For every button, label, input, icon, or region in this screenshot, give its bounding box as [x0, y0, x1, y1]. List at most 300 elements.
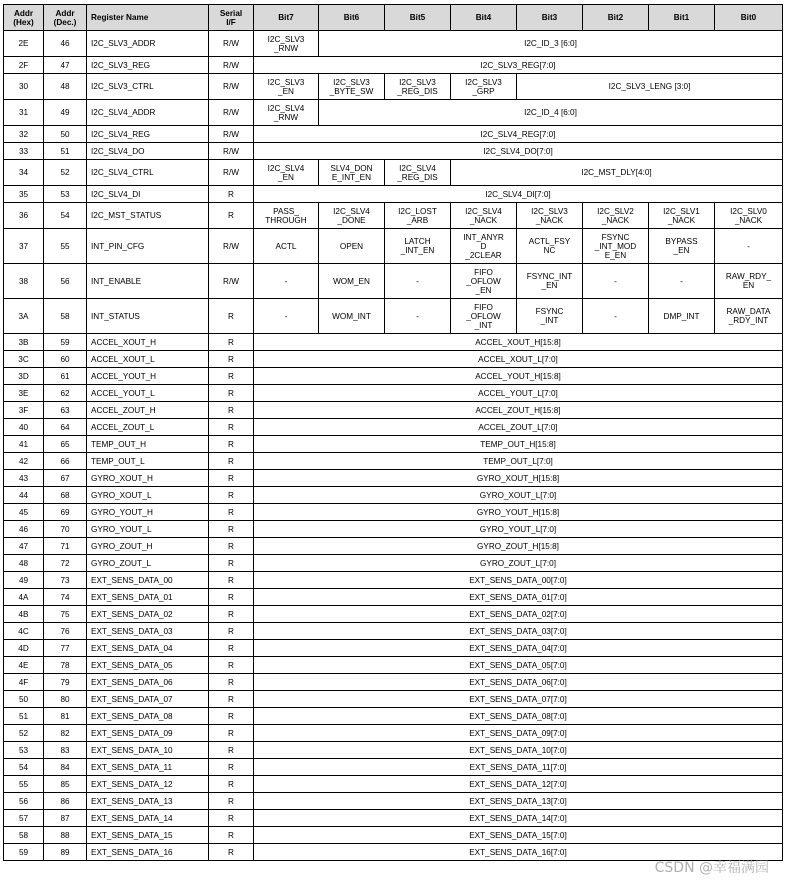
bit-field-cell: GYRO_YOUT_L[7:0]: [254, 521, 783, 538]
bit-field-cell: I2C_MST_DLY[4:0]: [451, 160, 783, 186]
serial-if-cell: R: [209, 521, 254, 538]
bit-field-cell: GYRO_XOUT_H[15:8]: [254, 470, 783, 487]
table-row: [4, 504, 783, 521]
serial-if-cell: R/W: [209, 74, 254, 100]
serial-if-cell: R: [209, 844, 254, 861]
table-row: [4, 264, 783, 299]
addr-dec-cell: 59: [44, 334, 87, 351]
bit-field-cell: -: [649, 264, 715, 299]
addr-dec-cell: 77: [44, 640, 87, 657]
bit-field-cell: EXT_SENS_DATA_15[7:0]: [254, 827, 783, 844]
addr-dec-cell: 85: [44, 776, 87, 793]
bit-field-cell: PASS_ THROUGH: [254, 203, 319, 229]
register-name-cell: I2C_SLV3_ADDR: [87, 31, 209, 57]
register-name-cell: I2C_SLV3_CTRL: [87, 74, 209, 100]
serial-if-cell: R/W: [209, 143, 254, 160]
addr-hex-cell: 33: [4, 143, 44, 160]
bit-field-cell: -: [254, 299, 319, 334]
addr-hex-cell: 47: [4, 538, 44, 555]
addr-dec-cell: 54: [44, 203, 87, 229]
addr-dec-cell: 46: [44, 31, 87, 57]
register-name-cell: EXT_SENS_DATA_07: [87, 691, 209, 708]
bit-field-cell: EXT_SENS_DATA_07[7:0]: [254, 691, 783, 708]
addr-hex-cell: 3E: [4, 385, 44, 402]
addr-dec-cell: 62: [44, 385, 87, 402]
serial-if-cell: R: [209, 572, 254, 589]
table-row: [4, 708, 783, 725]
bit-field-cell: I2C_SLV3_LENG [3:0]: [517, 74, 783, 100]
bit-field-cell: EXT_SENS_DATA_08[7:0]: [254, 708, 783, 725]
serial-if-cell: R/W: [209, 126, 254, 143]
serial-if-cell: R: [209, 708, 254, 725]
bit-field-cell: ACCEL_XOUT_L[7:0]: [254, 351, 783, 368]
bit-field-cell: FIFO _OFLOW _EN: [451, 264, 517, 299]
serial-if-cell: R: [209, 776, 254, 793]
bit-field-cell: EXT_SENS_DATA_16[7:0]: [254, 844, 783, 861]
bit-field-cell: I2C_SLV4 _REG_DIS: [385, 160, 451, 186]
addr-hex-cell: 51: [4, 708, 44, 725]
bit-field-cell: GYRO_ZOUT_H[15:8]: [254, 538, 783, 555]
register-name-cell: GYRO_YOUT_H: [87, 504, 209, 521]
bit-field-cell: I2C_SLV3 _RNW: [254, 31, 319, 57]
serial-if-cell: R: [209, 538, 254, 555]
table-row: [4, 299, 783, 334]
addr-hex-cell: 52: [4, 725, 44, 742]
addr-dec-cell: 81: [44, 708, 87, 725]
bit-field-cell: ACTL: [254, 229, 319, 264]
serial-if-cell: R: [209, 827, 254, 844]
register-name-cell: EXT_SENS_DATA_08: [87, 708, 209, 725]
register-name-cell: I2C_SLV3_REG: [87, 57, 209, 74]
register-name-cell: ACCEL_YOUT_L: [87, 385, 209, 402]
addr-dec-cell: 73: [44, 572, 87, 589]
addr-hex-cell: 35: [4, 186, 44, 203]
bit-field-cell: ACCEL_ZOUT_L[7:0]: [254, 419, 783, 436]
table-row: [4, 57, 783, 74]
addr-hex-cell: 49: [4, 572, 44, 589]
bit-field-cell: I2C_SLV4_DI[7:0]: [254, 186, 783, 203]
bit-field-cell: EXT_SENS_DATA_10[7:0]: [254, 742, 783, 759]
serial-if-cell: R: [209, 436, 254, 453]
addr-hex-cell: 2E: [4, 31, 44, 57]
register-name-cell: EXT_SENS_DATA_09: [87, 725, 209, 742]
bit-field-cell: -: [385, 264, 451, 299]
addr-dec-cell: 51: [44, 143, 87, 160]
serial-if-cell: R: [209, 453, 254, 470]
addr-dec-cell: 82: [44, 725, 87, 742]
register-name-cell: I2C_SLV4_DO: [87, 143, 209, 160]
bit-field-cell: EXT_SENS_DATA_09[7:0]: [254, 725, 783, 742]
register-name-cell: INT_PIN_CFG: [87, 229, 209, 264]
addr-dec-cell: 78: [44, 657, 87, 674]
col-bit2: Bit2: [583, 5, 649, 31]
col-bit1: Bit1: [649, 5, 715, 31]
register-name-cell: EXT_SENS_DATA_02: [87, 606, 209, 623]
table-row: [4, 402, 783, 419]
serial-if-cell: R: [209, 793, 254, 810]
bit-field-cell: I2C_SLV3 _GRP: [451, 74, 517, 100]
bit-field-cell: I2C_SLV4_DO[7:0]: [254, 143, 783, 160]
table-row: [4, 419, 783, 436]
addr-hex-cell: 55: [4, 776, 44, 793]
register-name-cell: ACCEL_YOUT_H: [87, 368, 209, 385]
bit-field-cell: I2C_SLV1 _NACK: [649, 203, 715, 229]
bit-field-cell: DMP_INT: [649, 299, 715, 334]
serial-if-cell: R: [209, 186, 254, 203]
serial-if-cell: R: [209, 299, 254, 334]
register-name-cell: GYRO_ZOUT_H: [87, 538, 209, 555]
register-name-cell: I2C_SLV4_REG: [87, 126, 209, 143]
table-row: [4, 538, 783, 555]
bit-field-cell: I2C_SLV4 _EN: [254, 160, 319, 186]
addr-dec-cell: 55: [44, 229, 87, 264]
addr-dec-cell: 71: [44, 538, 87, 555]
table-row: [4, 657, 783, 674]
bit-field-cell: FSYNC _INT_MOD E_EN: [583, 229, 649, 264]
serial-if-cell: R/W: [209, 100, 254, 126]
addr-hex-cell: 44: [4, 487, 44, 504]
addr-dec-cell: 79: [44, 674, 87, 691]
register-name-cell: I2C_MST_STATUS: [87, 203, 209, 229]
table-row: [4, 100, 783, 126]
bit-field-cell: ACCEL_YOUT_L[7:0]: [254, 385, 783, 402]
addr-hex-cell: 3B: [4, 334, 44, 351]
bit-field-cell: I2C_ID_3 [6:0]: [319, 31, 783, 57]
serial-if-cell: R/W: [209, 57, 254, 74]
addr-hex-cell: 38: [4, 264, 44, 299]
addr-hex-cell: 57: [4, 810, 44, 827]
addr-dec-cell: 63: [44, 402, 87, 419]
bit-field-cell: I2C_SLV3 _BYTE_SW: [319, 74, 385, 100]
bit-field-cell: I2C_LOST _ARB: [385, 203, 451, 229]
serial-if-cell: R/W: [209, 229, 254, 264]
serial-if-cell: R/W: [209, 31, 254, 57]
addr-hex-cell: 58: [4, 827, 44, 844]
addr-dec-cell: 49: [44, 100, 87, 126]
bit-field-cell: EXT_SENS_DATA_06[7:0]: [254, 674, 783, 691]
bit-field-cell: EXT_SENS_DATA_02[7:0]: [254, 606, 783, 623]
bit-field-cell: SLV4_DON E_INT_EN: [319, 160, 385, 186]
table-row: [4, 589, 783, 606]
bit-field-cell: ACTL_FSY NC: [517, 229, 583, 264]
bit-field-cell: I2C_SLV3 _NACK: [517, 203, 583, 229]
addr-hex-cell: 4F: [4, 674, 44, 691]
serial-if-cell: R/W: [209, 264, 254, 299]
col-bit5: Bit5: [385, 5, 451, 31]
addr-dec-cell: 88: [44, 827, 87, 844]
addr-hex-cell: 2F: [4, 57, 44, 74]
bit-field-cell: FSYNC _INT: [517, 299, 583, 334]
register-name-cell: INT_ENABLE: [87, 264, 209, 299]
register-name-cell: EXT_SENS_DATA_15: [87, 827, 209, 844]
addr-hex-cell: 43: [4, 470, 44, 487]
bit-field-cell: EXT_SENS_DATA_14[7:0]: [254, 810, 783, 827]
bit-field-cell: I2C_SLV3 _EN: [254, 74, 319, 100]
col-bit6: Bit6: [319, 5, 385, 31]
table-row: [4, 385, 783, 402]
addr-hex-cell: 37: [4, 229, 44, 264]
addr-dec-cell: 84: [44, 759, 87, 776]
serial-if-cell: R: [209, 691, 254, 708]
addr-hex-cell: 32: [4, 126, 44, 143]
addr-dec-cell: 75: [44, 606, 87, 623]
header-row: [4, 5, 783, 31]
addr-hex-cell: 3A: [4, 299, 44, 334]
addr-hex-cell: 59: [4, 844, 44, 861]
col-register-name: Register Name: [87, 5, 209, 31]
bit-field-cell: EXT_SENS_DATA_13[7:0]: [254, 793, 783, 810]
register-name-cell: EXT_SENS_DATA_03: [87, 623, 209, 640]
addr-hex-cell: 4E: [4, 657, 44, 674]
bit-field-cell: EXT_SENS_DATA_12[7:0]: [254, 776, 783, 793]
watermark-text: CSDN @幸福满园: [654, 860, 769, 876]
bit-field-cell: TEMP_OUT_L[7:0]: [254, 453, 783, 470]
addr-hex-cell: 41: [4, 436, 44, 453]
addr-dec-cell: 53: [44, 186, 87, 203]
bit-field-cell: EXT_SENS_DATA_05[7:0]: [254, 657, 783, 674]
serial-if-cell: R: [209, 385, 254, 402]
addr-hex-cell: 30: [4, 74, 44, 100]
table-row: [4, 810, 783, 827]
table-row: [4, 572, 783, 589]
addr-hex-cell: 40: [4, 419, 44, 436]
bit-field-cell: WOM_INT: [319, 299, 385, 334]
bit-field-cell: WOM_EN: [319, 264, 385, 299]
serial-if-cell: R: [209, 555, 254, 572]
addr-dec-cell: 50: [44, 126, 87, 143]
addr-dec-cell: 65: [44, 436, 87, 453]
bit-field-cell: -: [385, 299, 451, 334]
table-row: [4, 31, 783, 57]
bit-field-cell: ACCEL_YOUT_H[15:8]: [254, 368, 783, 385]
addr-hex-cell: 42: [4, 453, 44, 470]
table-row: [4, 487, 783, 504]
addr-dec-cell: 87: [44, 810, 87, 827]
col-bit7: Bit7: [254, 5, 319, 31]
table-row: [4, 640, 783, 657]
addr-dec-cell: 67: [44, 470, 87, 487]
addr-dec-cell: 69: [44, 504, 87, 521]
table-row: [4, 759, 783, 776]
bit-field-cell: LATCH _INT_EN: [385, 229, 451, 264]
register-name-cell: EXT_SENS_DATA_14: [87, 810, 209, 827]
addr-hex-cell: 3F: [4, 402, 44, 419]
bit-field-cell: FIFO _OFLOW _INT: [451, 299, 517, 334]
table-row: [4, 229, 783, 264]
table-row: [4, 334, 783, 351]
table-row: [4, 203, 783, 229]
register-name-cell: EXT_SENS_DATA_00: [87, 572, 209, 589]
addr-hex-cell: 54: [4, 759, 44, 776]
serial-if-cell: R: [209, 203, 254, 229]
table-row: [4, 606, 783, 623]
register-name-cell: EXT_SENS_DATA_01: [87, 589, 209, 606]
table-row: [4, 368, 783, 385]
addr-hex-cell: 46: [4, 521, 44, 538]
bit-field-cell: INT_ANYR D _2CLEAR: [451, 229, 517, 264]
addr-hex-cell: 50: [4, 691, 44, 708]
addr-hex-cell: 56: [4, 793, 44, 810]
addr-dec-cell: 48: [44, 74, 87, 100]
serial-if-cell: R: [209, 487, 254, 504]
register-name-cell: ACCEL_ZOUT_H: [87, 402, 209, 419]
register-name-cell: I2C_SLV4_DI: [87, 186, 209, 203]
register-name-cell: EXT_SENS_DATA_13: [87, 793, 209, 810]
addr-dec-cell: 47: [44, 57, 87, 74]
addr-dec-cell: 66: [44, 453, 87, 470]
bit-field-cell: TEMP_OUT_H[15:8]: [254, 436, 783, 453]
addr-dec-cell: 80: [44, 691, 87, 708]
bit-field-cell: RAW_RDY_ EN: [715, 264, 783, 299]
table-row: [4, 555, 783, 572]
addr-hex-cell: 3D: [4, 368, 44, 385]
register-name-cell: ACCEL_XOUT_L: [87, 351, 209, 368]
register-name-cell: EXT_SENS_DATA_06: [87, 674, 209, 691]
serial-if-cell: R: [209, 419, 254, 436]
table-row: [4, 521, 783, 538]
serial-if-cell: R: [209, 334, 254, 351]
bit-field-cell: -: [254, 264, 319, 299]
register-name-cell: GYRO_YOUT_L: [87, 521, 209, 538]
addr-dec-cell: 61: [44, 368, 87, 385]
serial-if-cell: R: [209, 504, 254, 521]
bit-field-cell: -: [715, 229, 783, 264]
bit-field-cell: ACCEL_XOUT_H[15:8]: [254, 334, 783, 351]
table-row: [4, 691, 783, 708]
addr-dec-cell: 74: [44, 589, 87, 606]
addr-dec-cell: 60: [44, 351, 87, 368]
serial-if-cell: R: [209, 606, 254, 623]
bit-field-cell: BYPASS _EN: [649, 229, 715, 264]
serial-if-cell: R: [209, 759, 254, 776]
addr-dec-cell: 58: [44, 299, 87, 334]
bit-field-cell: RAW_DATA _RDY_INT: [715, 299, 783, 334]
bit-field-cell: I2C_SLV4 _RNW: [254, 100, 319, 126]
table-row: [4, 436, 783, 453]
addr-dec-cell: 70: [44, 521, 87, 538]
addr-hex-cell: 36: [4, 203, 44, 229]
addr-hex-cell: 4C: [4, 623, 44, 640]
serial-if-cell: R: [209, 368, 254, 385]
serial-if-cell: R: [209, 351, 254, 368]
bit-field-cell: EXT_SENS_DATA_04[7:0]: [254, 640, 783, 657]
table-row: [4, 776, 783, 793]
serial-if-cell: R: [209, 742, 254, 759]
addr-hex-cell: 45: [4, 504, 44, 521]
bit-field-cell: I2C_ID_4 [6:0]: [319, 100, 783, 126]
register-name-cell: EXT_SENS_DATA_11: [87, 759, 209, 776]
table-row: [4, 623, 783, 640]
table-row: [4, 74, 783, 100]
bit-field-cell: GYRO_YOUT_H[15:8]: [254, 504, 783, 521]
addr-dec-cell: 83: [44, 742, 87, 759]
serial-if-cell: R: [209, 674, 254, 691]
register-name-cell: EXT_SENS_DATA_16: [87, 844, 209, 861]
register-name-cell: EXT_SENS_DATA_05: [87, 657, 209, 674]
serial-if-cell: R: [209, 657, 254, 674]
bit-field-cell: GYRO_XOUT_L[7:0]: [254, 487, 783, 504]
addr-hex-cell: 48: [4, 555, 44, 572]
register-name-cell: TEMP_OUT_H: [87, 436, 209, 453]
addr-hex-cell: 31: [4, 100, 44, 126]
bit-field-cell: I2C_SLV3_REG[7:0]: [254, 57, 783, 74]
register-name-cell: TEMP_OUT_L: [87, 453, 209, 470]
register-name-cell: ACCEL_XOUT_H: [87, 334, 209, 351]
bit-field-cell: I2C_SLV4_REG[7:0]: [254, 126, 783, 143]
table-row: [4, 126, 783, 143]
register-name-cell: GYRO_ZOUT_L: [87, 555, 209, 572]
bit-field-cell: EXT_SENS_DATA_01[7:0]: [254, 589, 783, 606]
table-row: [4, 186, 783, 203]
bit-field-cell: ACCEL_ZOUT_H[15:8]: [254, 402, 783, 419]
register-name-cell: GYRO_XOUT_L: [87, 487, 209, 504]
bit-field-cell: FSYNC_INT _EN: [517, 264, 583, 299]
register-name-cell: GYRO_XOUT_H: [87, 470, 209, 487]
table-row: [4, 470, 783, 487]
bit-field-cell: I2C_SLV4 _NACK: [451, 203, 517, 229]
bit-field-cell: I2C_SLV3 _REG_DIS: [385, 74, 451, 100]
table-row: [4, 160, 783, 186]
addr-dec-cell: 64: [44, 419, 87, 436]
serial-if-cell: R/W: [209, 160, 254, 186]
col-addr-hex: Addr (Hex): [4, 5, 44, 31]
serial-if-cell: R: [209, 470, 254, 487]
table-row: [4, 674, 783, 691]
bit-field-cell: EXT_SENS_DATA_11[7:0]: [254, 759, 783, 776]
addr-hex-cell: 53: [4, 742, 44, 759]
col-serial-if: Serial I/F: [209, 5, 254, 31]
addr-dec-cell: 86: [44, 793, 87, 810]
addr-dec-cell: 68: [44, 487, 87, 504]
register-name-cell: INT_STATUS: [87, 299, 209, 334]
bit-field-cell: EXT_SENS_DATA_00[7:0]: [254, 572, 783, 589]
addr-hex-cell: 3C: [4, 351, 44, 368]
table-row: [4, 793, 783, 810]
bit-field-cell: I2C_SLV2 _NACK: [583, 203, 649, 229]
register-name-cell: EXT_SENS_DATA_10: [87, 742, 209, 759]
col-addr-dec: Addr (Dec.): [44, 5, 87, 31]
table-row: [4, 725, 783, 742]
serial-if-cell: R: [209, 640, 254, 657]
bit-field-cell: GYRO_ZOUT_L[7:0]: [254, 555, 783, 572]
register-name-cell: EXT_SENS_DATA_04: [87, 640, 209, 657]
table-row: [4, 351, 783, 368]
col-bit0: Bit0: [715, 5, 783, 31]
table-row: [4, 827, 783, 844]
addr-hex-cell: 34: [4, 160, 44, 186]
table-row: [4, 742, 783, 759]
bit-field-cell: I2C_SLV0 _NACK: [715, 203, 783, 229]
addr-hex-cell: 4B: [4, 606, 44, 623]
serial-if-cell: R: [209, 725, 254, 742]
addr-dec-cell: 56: [44, 264, 87, 299]
bit-field-cell: EXT_SENS_DATA_03[7:0]: [254, 623, 783, 640]
addr-dec-cell: 76: [44, 623, 87, 640]
table-row: [4, 143, 783, 160]
bit-field-cell: I2C_SLV4 _DONE: [319, 203, 385, 229]
bit-field-cell: -: [583, 299, 649, 334]
register-name-cell: EXT_SENS_DATA_12: [87, 776, 209, 793]
col-bit4: Bit4: [451, 5, 517, 31]
register-name-cell: I2C_SLV4_ADDR: [87, 100, 209, 126]
serial-if-cell: R: [209, 402, 254, 419]
addr-dec-cell: 89: [44, 844, 87, 861]
table-row: [4, 453, 783, 470]
serial-if-cell: R: [209, 623, 254, 640]
serial-if-cell: R: [209, 810, 254, 827]
addr-dec-cell: 72: [44, 555, 87, 572]
col-bit3: Bit3: [517, 5, 583, 31]
